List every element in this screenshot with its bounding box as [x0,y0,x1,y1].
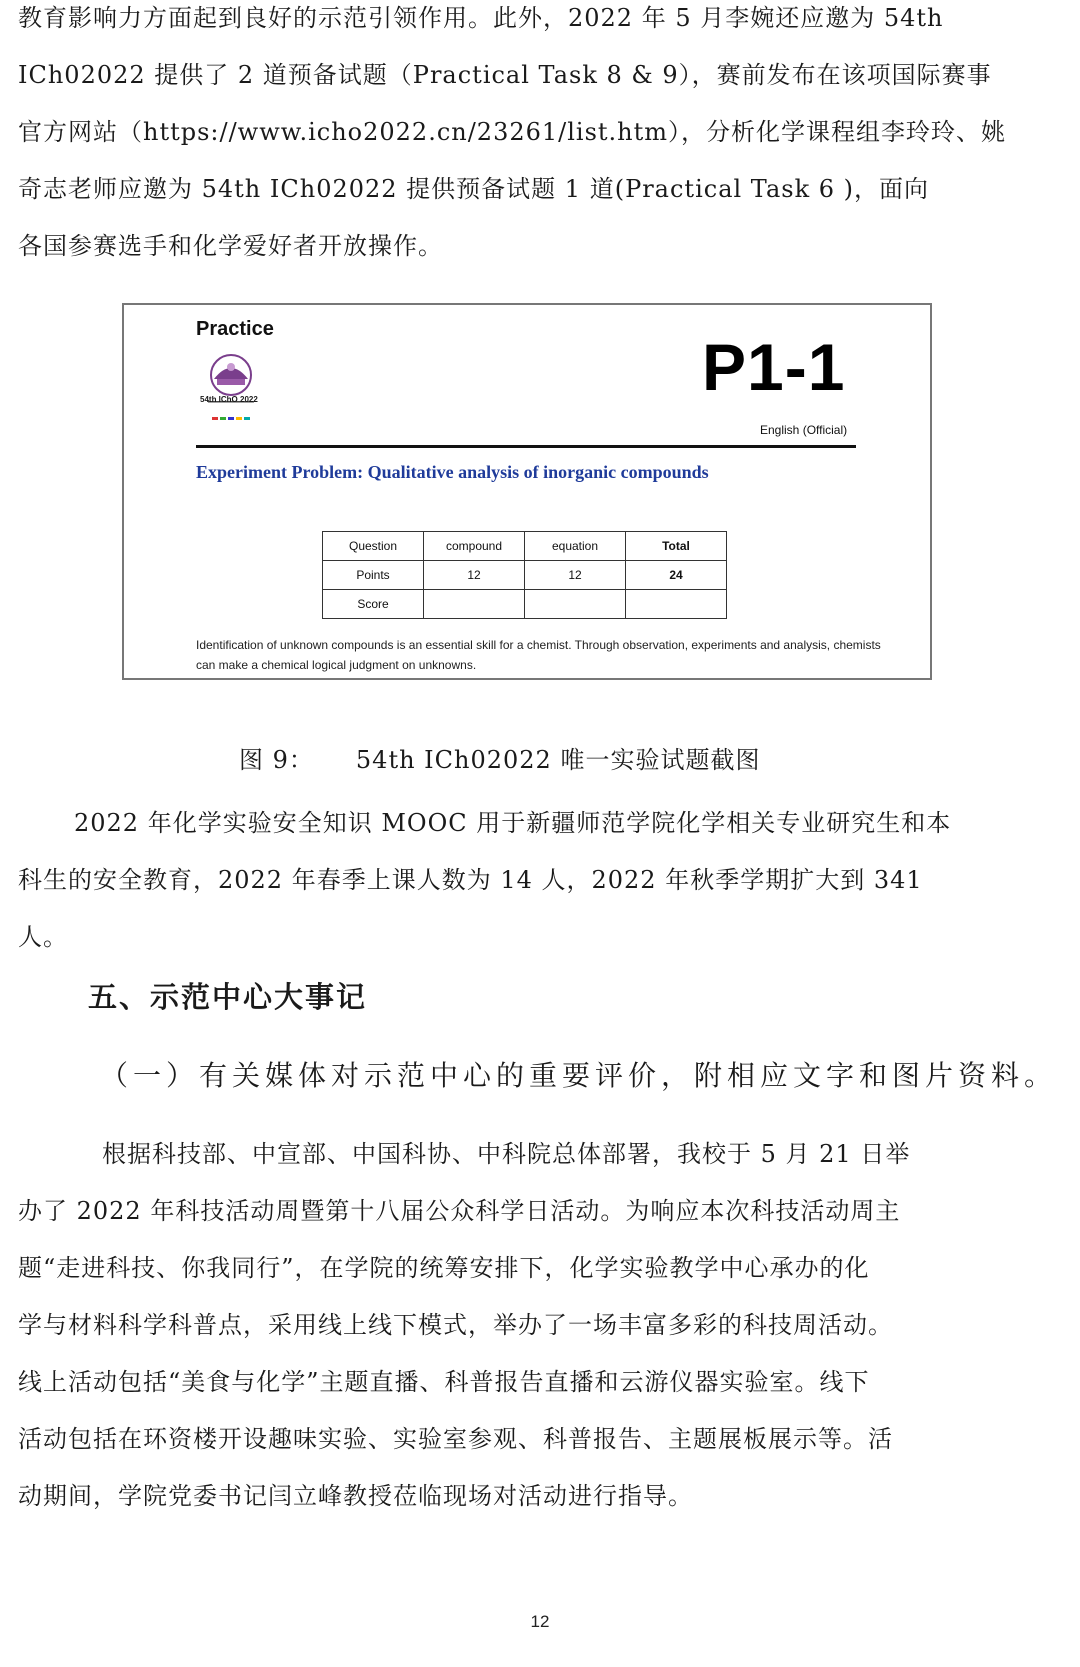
subsection-heading: （一）有关媒体对示范中心的重要评价，附相应文字和图片资料。 [100,1059,1058,1092]
section-heading: 五、示范中心大事记 [88,980,368,1014]
intro-line-5: 各国参赛选手和化学爱好者开放操作。 [18,232,443,260]
figure-practice-label: Practice [196,318,274,340]
figure-caption-label: 图 9： [239,746,314,774]
figure-screenshot [122,303,932,680]
table-row [323,561,727,590]
table-cell: 12 [525,561,626,590]
table-cell: equation [525,532,626,561]
science-day-line-1: 根据科技部、中宣部、中国科协、中科院总体部署，我校于 5 月 21 日举 [102,1140,911,1168]
table-cell: Score [323,590,424,619]
science-day-line-7: 动期间，学院党委书记闫立峰教授莅临现场对活动进行指导。 [18,1482,693,1510]
figure-problem-code: P1-1 [702,330,846,404]
mooc-line-1: 2022 年化学实验安全知识 MOOC 用于新疆师范学院化学相关专业研究生和本 [74,809,952,837]
figure-divider [196,445,856,448]
intro-line-1: 教育影响力方面起到良好的示范引领作用。此外，2022 年 5 月李婉还应邀为 54th [18,4,944,32]
science-day-line-3: 题“走进科技、你我同行”，在学院的统筹安排下，化学实验教学中心承办的化 [18,1254,870,1282]
icho-logo-text: 54th IChO 2022 [200,395,258,404]
table-cell [525,590,626,619]
figure-description: Identification of unknown compounds is an essential skill for a chemist. Through observation, experiments and analysis, chemists can make a chemical logical judgment on unknowns. [196,638,881,672]
figure-caption [239,740,760,775]
science-day-line-4: 学与材料科学科普点，采用线上线下模式，举办了一场丰富多彩的科技周活动。 [18,1311,893,1339]
table-cell: Points [323,561,424,590]
mooc-paragraph [18,795,1063,966]
table-cell: compound [424,532,525,561]
science-day-line-2: 办了 2022 年科技活动周暨第十八届公众科学日活动。为响应本次科技活动周主 [18,1197,901,1225]
table-cell: Total [626,532,727,561]
score-table [322,531,727,619]
table-row [323,590,727,619]
science-day-paragraph [18,1126,1063,1525]
intro-line-2: ICh02022 提供了 2 道预备试题（Practical Task 8 & 9），赛前发布在该项国际赛事 [18,61,992,89]
intro-line-3: 官方网站（https://www.icho2022.cn/23261/list.htm），分析化学课程组李玲玲、姚 [18,118,1007,146]
mooc-line-2: 科生的安全教育，2022 年春季上课人数为 14 人，2022 年秋季学期扩大到 341 [18,866,923,894]
science-day-line-6: 活动包括在环资楼开设趣味实验、实验室参观、科普报告、主题展板展示等。活 [18,1425,893,1453]
icho-logo-icon [200,349,262,423]
intro-paragraph [18,0,1063,275]
table-cell: Question [323,532,424,561]
figure-problem-title: Experiment Problem: Qualitative analysis of inorganic compounds [196,462,709,482]
table-cell [424,590,525,619]
table-cell: 24 [626,561,727,590]
figure-caption-text: 54th ICh02022 唯一实验试题截图 [355,746,761,774]
mooc-line-3: 人。 [18,923,68,951]
science-day-line-5: 线上活动包括“美食与化学”主题直播、科普报告直播和云游仪器实验室。线下 [18,1368,870,1396]
figure-language: English (Official) [760,423,848,437]
table-cell: 12 [424,561,525,590]
page-number: 12 [530,1612,550,1631]
table-cell [626,590,727,619]
intro-line-4: 奇志老师应邀为 54th ICh02022 提供预备试题 1 道(Practical Task 6 )，面向 [18,175,930,203]
table-row [323,532,727,561]
